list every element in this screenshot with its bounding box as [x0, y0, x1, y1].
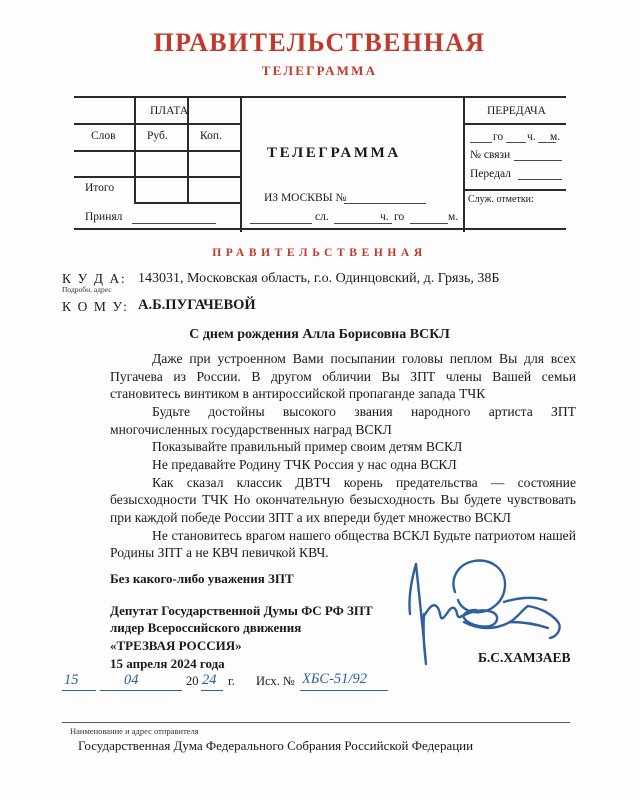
- address-kuda-label: К У Д А:: [62, 271, 127, 286]
- label-peredacha-ch: ч.: [527, 131, 536, 143]
- handwritten-month: 04: [124, 672, 139, 688]
- bottom-rule-1: [250, 223, 312, 224]
- label-peredacha: ПЕРЕДАЧА: [487, 105, 546, 117]
- address-kuda-note: Подробн. адрес: [62, 285, 112, 294]
- peredal-rule: [518, 179, 562, 180]
- from-moscow-rule: [344, 203, 426, 204]
- masthead: [0, 30, 639, 77]
- masthead-title: ПРАВИТЕЛЬСТВЕННАЯ: [153, 28, 486, 57]
- form-telegram-title: ТЕЛЕГРАММА: [267, 145, 401, 161]
- signature-spacer: [110, 588, 373, 602]
- bottom-rule-3: [410, 223, 448, 224]
- label-ch: ч.: [380, 211, 389, 223]
- address-komu-row: [62, 298, 128, 316]
- label-from-moscow: ИЗ МОСКВЫ №: [264, 192, 347, 204]
- label-plata: ПЛАТА: [150, 105, 189, 117]
- signature-title-line-2: лидер Всероссийского движения: [110, 620, 302, 636]
- body-paragraph: Не становитесь врагом нашего общества ВСКЛ Будьте патриотом нашей Родины ЗПТ а не КВЧ певичкой КВЧ.: [110, 527, 576, 561]
- signature-block: [110, 570, 373, 672]
- address-komu-label: К О М У:: [62, 299, 129, 314]
- day-rule: [62, 690, 96, 691]
- label-itogo: Итого: [85, 182, 115, 194]
- table-line-units-bottom: [74, 150, 240, 152]
- body-paragraph: Даже при устроенном Вами посыпании головы пеплом Вы для всех Пугачева из России. В другом обличии Вы ЗПТ члены Вашей семьи становитесь винтиком в антироссийской пропаганде запада ТЧК: [110, 351, 576, 402]
- month-rule: [100, 690, 182, 691]
- signature-title-line-1: Депутат Государственной Думы ФС РФ ЗПТ: [110, 602, 373, 618]
- nomer-svyazi-rule: [514, 160, 562, 161]
- address-komu-value: А.Б.ПУГАЧЕВОЙ: [138, 297, 256, 313]
- label-peredacha-go: го: [493, 131, 504, 143]
- table-divider-center: [240, 98, 242, 232]
- label-sluzh-otmetki: Служ. отметки:: [468, 194, 534, 205]
- handwritten-day: 15: [64, 672, 79, 688]
- label-rub: Руб.: [147, 130, 168, 142]
- label-peredal: Передал: [470, 168, 511, 180]
- signer-name: Б.С.ХАМЗАЕВ: [478, 650, 571, 665]
- table-line-blank-row: [74, 176, 240, 178]
- label-nomer-svyazi: № связи: [470, 149, 511, 161]
- body-paragraph: Будьте достойны высокого звания народного артиста ЗПТ многочисленных государственных наград ВСКЛ: [110, 404, 576, 437]
- label-m-center: м.: [448, 211, 459, 223]
- label-slov: Слов: [91, 130, 116, 142]
- table-line-sluzh-top: [463, 189, 566, 191]
- table-line-plata-bottom: [134, 123, 240, 125]
- outgoing-rule: [300, 690, 388, 691]
- year-prefix: 20: [186, 674, 199, 688]
- table-divider-right: [463, 98, 465, 232]
- signature-date: 15 апреля 2024 года: [110, 655, 225, 671]
- address-kuda-value: 143031, Московская область, г.о. Одинцовский, д. Грязь, 38Б: [138, 271, 500, 286]
- masthead-subtitle: ТЕЛЕГРАММА: [261, 63, 378, 78]
- bottom-rule-2: [334, 223, 392, 224]
- government-line: ПРАВИТЕЛЬСТВЕННАЯ: [212, 247, 427, 259]
- greeting-line: С днем рождения Алла Борисовна ВСКЛ: [189, 327, 450, 342]
- table-line-left-top: [74, 123, 134, 125]
- handwritten-outgoing-number: ХБС-51/92: [302, 671, 367, 687]
- footer-note: Наименование и адрес отправителя: [70, 726, 199, 736]
- label-kop: Коп.: [200, 130, 222, 142]
- signature-closing: Без какого-либо уважения ЗПТ: [110, 571, 294, 586]
- year-rule: [201, 690, 223, 691]
- footer-organization: Государственная Дума Федерального Собрания Российской Федерации: [78, 738, 474, 753]
- table-line-itogo-bottom: [134, 202, 240, 204]
- peredacha-rule-ch: [506, 142, 526, 143]
- label-prinyal: Принял: [85, 211, 123, 223]
- prinyal-fill-rule: [132, 223, 216, 224]
- address-komu-value-wrap: [138, 296, 256, 314]
- body-paragraph: Показывайте правильный пример своим детям ВСКЛ: [152, 439, 463, 455]
- label-peredacha-m: м.: [550, 131, 561, 143]
- signature-movement-name: «ТРЕЗВАЯ РОССИЯ»: [110, 638, 242, 654]
- peredacha-rule-go: [470, 142, 492, 143]
- handwritten-year-suffix: 24: [202, 672, 217, 688]
- table-line-peredacha-bottom: [463, 123, 566, 125]
- telegram-body: [110, 350, 576, 562]
- label-go: го: [394, 211, 405, 223]
- year-mark: г.: [228, 674, 235, 688]
- body-paragraph: Не предавайте Родину ТЧК Россия у нас одна ВСКЛ: [152, 457, 457, 473]
- address-kuda-value-wrap: [138, 269, 499, 287]
- footer-divider: [62, 722, 570, 723]
- telegram-form-table: [74, 96, 566, 230]
- outgoing-label: Исх. №: [256, 674, 295, 688]
- body-paragraph: Как сказал классик ДВТЧ корень предательства — состояние безысходности ТЧК Но окончательную безысходность Вы будете чувствовать при каждой победе России ЗПТ а их впереди будет множество ВСКЛ: [110, 474, 576, 526]
- label-sl: сл.: [315, 211, 329, 223]
